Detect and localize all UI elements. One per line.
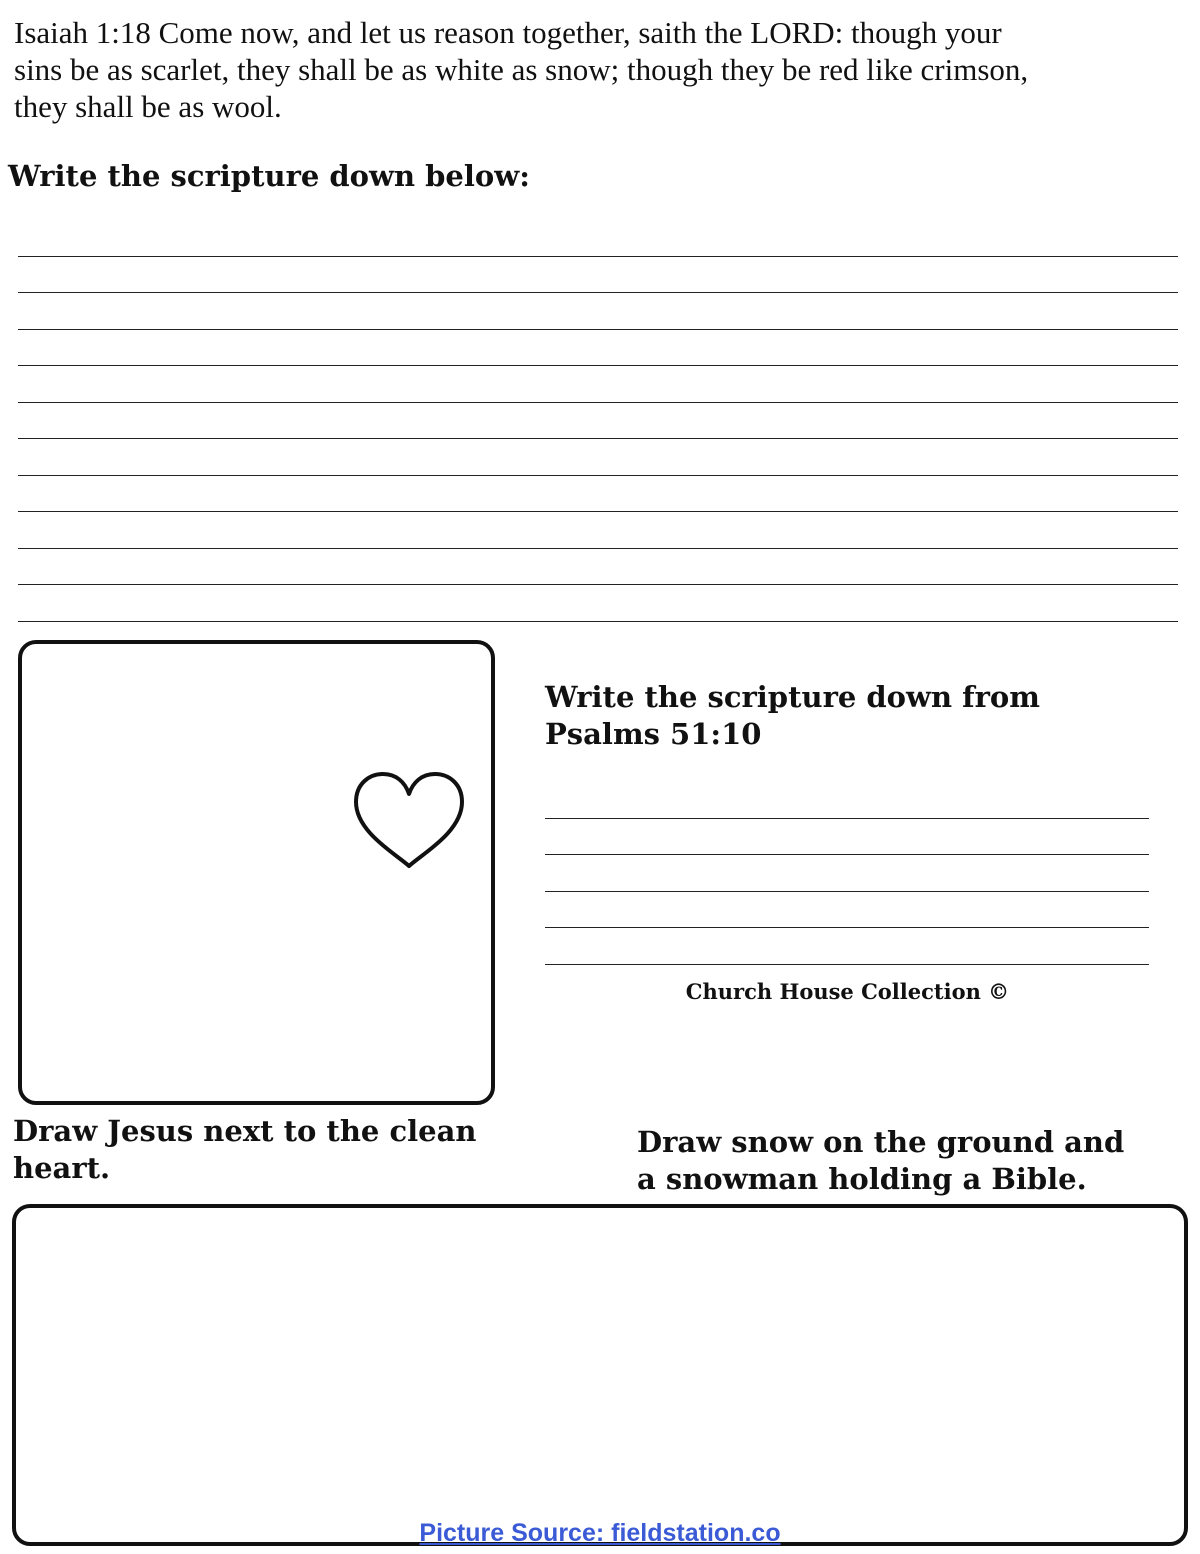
writing-line[interactable] (18, 402, 1178, 403)
writing-line[interactable] (545, 891, 1149, 892)
writing-line[interactable] (18, 621, 1178, 622)
writing-line[interactable] (18, 475, 1178, 476)
drawing-box-snowman[interactable] (12, 1204, 1188, 1546)
draw-snow-instruction (637, 1124, 1197, 1198)
psalms-heading (545, 679, 1165, 753)
writing-line[interactable] (18, 584, 1178, 585)
writing-line[interactable] (545, 927, 1149, 928)
writing-line[interactable] (545, 854, 1149, 855)
draw-jesus-instruction (13, 1113, 573, 1187)
verse-line-3: they shall be as wool. (14, 89, 282, 124)
writing-line[interactable] (18, 438, 1178, 439)
drawing-box-heart[interactable] (18, 640, 495, 1105)
writing-line[interactable] (18, 329, 1178, 330)
writing-line[interactable] (545, 818, 1149, 819)
picture-source-link[interactable]: Picture Source: fieldstation.co (419, 1519, 781, 1547)
verse-line-1: Isaiah 1:18 Come now, and let us reason together, saith the LORD: though your (14, 15, 1002, 50)
psalms-heading-line-2: Psalms 51:10 (545, 717, 762, 751)
writing-line[interactable] (18, 256, 1178, 257)
heart-outline-icon (352, 770, 466, 870)
writing-line[interactable] (18, 365, 1178, 366)
draw-jesus-line-1: Draw Jesus next to the clean (13, 1114, 477, 1148)
writing-line[interactable] (18, 292, 1178, 293)
writing-line[interactable] (18, 548, 1178, 549)
write-scripture-heading: Write the scripture down below: (8, 159, 530, 193)
writing-line[interactable] (18, 511, 1178, 512)
writing-line[interactable] (545, 964, 1149, 965)
draw-jesus-line-2: heart. (13, 1151, 111, 1185)
copyright-notice: Church House Collection © (685, 979, 1010, 1004)
draw-snow-line-1: Draw snow on the ground and (637, 1125, 1125, 1159)
verse-line-2: sins be as scarlet, they shall be as white as snow; though they be red like crimson, (14, 52, 1029, 87)
psalms-heading-line-1: Write the scripture down from (545, 680, 1040, 714)
scripture-verse (14, 14, 1184, 125)
draw-snow-line-2: a snowman holding a Bible. (637, 1162, 1087, 1196)
